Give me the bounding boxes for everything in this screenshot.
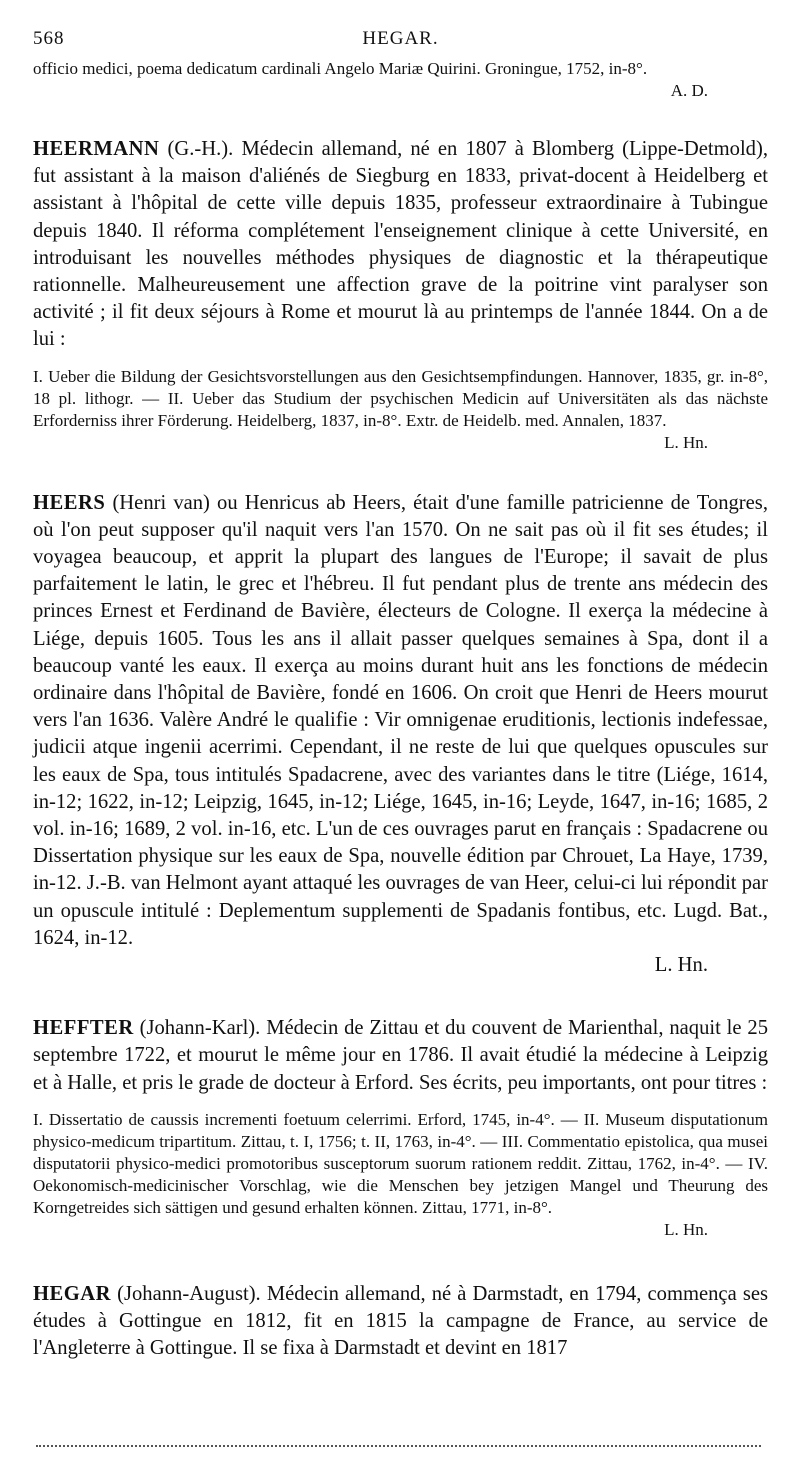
entry-hegar [33,1281,768,1363]
footer-dotted-rule [36,1445,761,1447]
page-number: 568 [33,28,65,49]
entry-signature: L. Hn. [664,1219,708,1239]
carryover-text: officio medici, poema dedicatum cardinali Angelo Mariæ Quirini. Groningue, 1752, in-8°. [33,59,648,78]
entry-text: Médecin de Zittau et du couvent de Marienthal, naquit le 25 septembre 1722, et mourut le même jour en 1786. Il avait étudié la médecine à Leipzig et à Halle, et pris le grade de docteur à Erford. Ses écrits, peu importants, ont pour titres : [33,1017,768,1094]
entry-body [33,1015,768,1097]
entry-heffter [33,1015,768,1241]
entry-name: HEFFTER [33,1017,134,1040]
entry-text: Médecin allemand, né en 1807 à Blomberg (Lippe-Detmold), fut assistant à la maison d'aliénés de Siegburg en 1833, privat-docent à Heidelberg et assistant à l'hôpital de cette ville depuis 1835, professeur extraordinaire à Tubingue depuis 1840. Il réforma complétement l'enseignement clinique à cette Université, en introduisant les nouvelles méthodes physiques de diagnostic et la thérapeutique rationnelle. Malheureusement une affection grave de la poitrine vint paralyser son activité ; il fit deux séjours à Rome et mourut là au printemps de l'année 1844. On a de lui : [33,138,768,351]
entry-given-name: (Johann-Karl). [139,1017,261,1040]
running-title: HEGAR. [362,28,439,49]
entry-given-name: (G.-H.). [167,138,234,160]
entry-name: HEERMANN [33,138,160,160]
carryover-signature: A. D. [670,81,708,100]
entry-signature: L. Hn. [654,954,708,977]
dictionary-page [33,28,768,1363]
entry-signature-row [33,432,768,454]
entry-name: HEERS [33,491,106,514]
entry-text: était d'une famille patricienne de Tongres, où l'on peut supposer qu'il naquit vers l'an 1570. On ne sait pas où il fit ses études; il voyagea beaucoup, et apprit la plupart des langues de l'Europe; il savait de plus parfaitement le latin, le grec et l'hébreu. Il fut pendant plus de trente ans médecin des princes Ernest et Ferdinand de Bavière, électeurs de Cologne. Il exerça la médecine à Liége, depuis 1605. Tous les ans il allait passer quelques semaines à Spa, dont il a beaucoup vanté les eaux. Il exerça au moins durant huit ans les fonctions de médecin ordinaire dans l'hôpital de Bavière, fondé en 1606. On croit que Henri de Heers mourut vers l'an 1636. Valère André le qualifie : Vir omnigenae eruditionis, lectionis indefessae, judicii atque ingenii acerrimi. Cependant, il ne reste de lui que quelques opuscules sur les eaux de Spa, tous intitulés Spadacrene, avec des variantes dans le titre (Liége, 1614, in-12; 1622, in-12; Leipzig, 1645, in-12; Liége, 1645, in-16; Leyde, 1647, in-16; 1685, 2 vol. in-16; 1689, 2 vol. in-16, etc. L'un de ces ouvrages parut en français : Spadacrene ou Dissertation physique sur les eaux de Spa, nouvelle édition par Chrouet, La Haye, 1739, in-12. J.-B. van Helmont ayant attaqué les ouvrages de van Heer, celui-ci lui répondit par un opuscule intitulé : Deplementum supplementi de Spadanis fontibus, etc. Lugd. Bat., 1624, in-12. [33,491,768,949]
entry-body [33,490,768,952]
entry-references [33,1109,768,1219]
references-text: I. Ueber die Bildung der Gesichtsvorstellungen aus den Gesichtsempfindungen. Hannover, 1835, gr. in-8°, 18 pl. lithogr. — II. Ueber das Studium der psychischen Medicin auf Universitäten als das nächste Erforderniss ihrer Förderung. Heidelberg, 1837, in-8°. Extr. de Heidelb. med. Annalen, 1837. [33,366,768,430]
entry-heermann [33,136,768,454]
references-text: I. Dissertatio de caussis incrementi foetuum celerrimi. Erford, 1745, in-4°. — II. Museum disputationum physico-medicum tripartitum. Zittau, t. I, 1756; t. II, 1763, in-4°. — III. Commentatio epistolica, qua musei disputatorii physico-medici promotoribus susceptorum suorum rationem reddit. Zittau, 1762, in-4°. — IV. Oekonomisch-medicinischer Vorschlag, wie die Menschen bey jetzigen Mangel und Theurung des Korngetreides sich sättigen und gesund erhalten können. Zittau, 1771, in-8°. [33,1109,768,1217]
carryover-reference [33,58,768,80]
entry-heers [33,490,768,980]
entry-signature-row [33,952,768,979]
entry-name: HEGAR [33,1282,112,1305]
entry-text: Médecin allemand, né à Darmstadt, en 1794, commença ses études à Gottingue en 1812, fit en 1815 la campagne de France, au service de l'Angleterre à Gottingue. Il se fixa à Darmstadt et devint en 1817 [33,1282,768,1360]
page-header [33,28,768,56]
entry-signature-row [33,1219,768,1241]
entry-references [33,366,768,432]
entry-body [33,136,768,354]
entry-signature: L. Hn. [664,432,708,452]
entry-given-name: (Henri van) ou Henricus ab Heers, [112,491,406,514]
entry-body [33,1281,768,1363]
entry-given-name: (Johann-August). [117,1282,261,1305]
carryover-signature-row [33,80,768,102]
